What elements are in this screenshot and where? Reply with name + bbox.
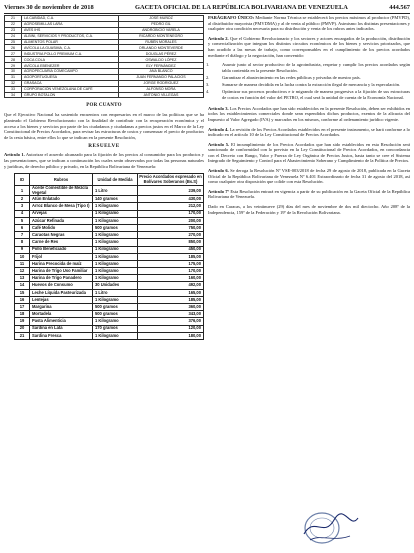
price-unit: 1 Kilogramo xyxy=(93,203,138,210)
price-table-header-id: ID xyxy=(15,174,30,186)
price-row xyxy=(15,275,204,282)
signatory-number: 26 xyxy=(5,45,22,51)
article-1-label: Artículo 1. xyxy=(4,152,25,158)
price-row xyxy=(15,196,204,203)
price-unit: 1 Kilogramo xyxy=(93,232,138,239)
price-row xyxy=(15,304,204,311)
price-unit: 170 gramos xyxy=(93,325,138,332)
signatory-representative: ORLANDO MONTEVERDE xyxy=(119,45,204,51)
price-product: Arvejas xyxy=(30,210,93,217)
resuelve-heading: RESUELVE xyxy=(88,143,120,150)
signatory-company: INDUSTRIA POLLO PREMIUM C.A. xyxy=(22,51,119,57)
price-unit: 1 Kilogramo xyxy=(93,239,138,246)
item-text: Asumir junto al sector productivo de la agroindustria, respetar y cumplir los precios acordados según tabla contenida en la presente Resolución. xyxy=(222,62,410,73)
price-id: 4 xyxy=(15,210,30,217)
price-id: 13 xyxy=(15,275,30,282)
signatory-representative: ANTONIO VILLEGAS xyxy=(119,92,204,98)
price-table xyxy=(14,173,204,340)
signatory-number: 30 xyxy=(5,69,22,75)
article-3-text: Los Precios Acordados que han sido establecidos en la presente Resolución, deben ser exhibidos en todos los establecimientos comerciales donde sean expendidos dichos productos, exentos de la alícuota del Impuesto al Valor Agregado (IVA) y marcados en los mismos, conforme al ordenamiento jurídico vigente. xyxy=(208,105,410,122)
price-row xyxy=(15,311,204,318)
price-row xyxy=(15,232,204,239)
price-table-header-unit: Unidad de Medida xyxy=(93,174,138,186)
price-id: 3 xyxy=(15,203,30,210)
price-value: 343,00 xyxy=(138,311,204,318)
signatory-representative: RICARDO MONTENEGRO xyxy=(119,33,204,39)
signatory-company: ALIMENTOS POLAR xyxy=(22,39,119,45)
price-unit: 1 Kilogramo xyxy=(93,318,138,325)
article-6-label: Artículo 6. xyxy=(208,168,229,174)
article-6-text: Se deroga la Resolución Nº VSE-003/2018 de fecha 29 de agosto de 2018, publicada en la Gaceta Oficial de la República Bolivariana de Venezuela Nº 6.401 Extraordinario de fecha 31 de agosto del 2018, así como cualquier otra disposición que colide con esta Resolución. xyxy=(208,168,411,185)
price-value: 850,00 xyxy=(138,239,204,246)
price-id: 7 xyxy=(15,232,30,239)
price-unit: 1 Litro xyxy=(93,289,138,296)
price-product: Arroz Blanco de Mesa (Tipo I) xyxy=(30,203,93,210)
price-value: 270,00 xyxy=(138,232,204,239)
signatory-company: CORPORACIÓN VENEZOLANA DE CAFÉ xyxy=(22,86,119,92)
price-product: Mortadela xyxy=(30,311,93,318)
price-row xyxy=(15,268,204,275)
price-row xyxy=(15,239,204,246)
price-id: 1 xyxy=(15,186,30,196)
price-product: Margarina xyxy=(30,304,93,311)
price-product: Café Molido xyxy=(30,224,93,231)
signatory-number: 21 xyxy=(5,16,22,22)
price-id: 20 xyxy=(15,325,30,332)
article-4-label: Artículo 4. xyxy=(208,126,229,132)
article-5 xyxy=(208,142,410,164)
signatory-number: 27 xyxy=(5,51,22,57)
signatory-representative: OSWALDO LÓPEZ xyxy=(119,57,204,63)
price-id: 18 xyxy=(15,311,30,318)
price-value: 212,00 xyxy=(138,203,204,210)
signatory-number: 32 xyxy=(5,80,22,86)
price-unit: 1 Kilogramo xyxy=(93,260,138,267)
price-unit: 1 Kilogramo xyxy=(93,253,138,260)
price-value: 750,00 xyxy=(138,224,204,231)
signatory-row xyxy=(5,92,204,98)
price-row xyxy=(15,318,204,325)
article-5-label: Artículo 5. xyxy=(208,141,230,147)
signatory-representative: ALFONSO MORA xyxy=(119,86,204,92)
price-unit: 1 Kilogramo xyxy=(93,210,138,217)
signatory-number: 25 xyxy=(5,39,22,45)
price-value: 175,00 xyxy=(138,260,204,267)
price-id: 21 xyxy=(15,332,30,339)
price-unit: 1 Litro xyxy=(93,186,138,196)
price-value: 360,00 xyxy=(138,304,204,311)
price-value: 165,00 xyxy=(138,289,204,296)
price-id: 10 xyxy=(15,253,30,260)
left-column xyxy=(4,15,204,340)
price-unit: 1 Kilogramo xyxy=(93,275,138,282)
price-row xyxy=(15,186,204,196)
header-page-number: 444.567 xyxy=(389,4,410,11)
signatory-company: AVÍCOLA EBENEZER xyxy=(22,63,119,69)
article-4-text: La revisión de los Precios Acordados establecidos en el presente instrumento, se hará conforme a lo indicado en el artículo 10 de la Ley Constitucional de Precios Acordados. xyxy=(208,126,411,138)
price-product: Harina de Trigo Panadero xyxy=(30,275,93,282)
price-value: 492,00 xyxy=(138,282,204,289)
price-row xyxy=(15,289,204,296)
price-value: 120,00 xyxy=(138,325,204,332)
price-product: Azúcar Refinada xyxy=(30,217,93,224)
price-row xyxy=(15,260,204,267)
price-row xyxy=(15,246,204,253)
price-row xyxy=(15,203,204,210)
price-row xyxy=(15,224,204,231)
price-id: 5 xyxy=(15,217,30,224)
article-1 xyxy=(4,152,204,169)
article-2-item xyxy=(208,82,410,88)
price-row xyxy=(15,217,204,224)
signatory-representative: JOSÉ MUÑOZ xyxy=(119,16,204,22)
price-row xyxy=(15,282,204,289)
paragrafo-unico-label: PARÁGRAFO ÚNICO: xyxy=(208,15,255,20)
price-id: 15 xyxy=(15,289,30,296)
signatory-company: AGROPECUARIA COMECAMPO xyxy=(22,69,119,75)
item-text: Optimizar sus procesos productivos e ir migrando de manera progresiva a la fijación de sus estructuras de costos en función del valor del PETRO, el cual será la unidad de cuenta de la Economía Nacional. xyxy=(222,89,410,100)
price-product: Pollo Beneficiado xyxy=(30,246,93,253)
por-cuanto-heading: POR CUANTO xyxy=(86,103,122,109)
price-table-header-rubros: Rubros xyxy=(30,174,93,186)
price-value: 430,00 xyxy=(138,196,204,203)
header-title: GACETA OFICIAL DE LA REPÚBLICA BOLIVARIANA DE VENEZUELA xyxy=(134,4,348,11)
price-value: 450,00 xyxy=(138,246,204,253)
signatory-representative: ANDROBICIO VARELA xyxy=(119,27,204,33)
signatory-number: 23 xyxy=(5,27,22,33)
signatory-representative: ELY FERNÁNDEZ xyxy=(119,63,204,69)
price-row xyxy=(15,253,204,260)
price-unit: 500 gramos xyxy=(93,304,138,311)
price-product: Lentejas xyxy=(30,296,93,303)
price-value: 185,00 xyxy=(138,253,204,260)
price-value: 180,00 xyxy=(138,332,204,339)
item-text: Sumarse de manera decidida en la lucha contra la extracción ilegal de mercancía y la especulación. xyxy=(222,81,401,87)
price-id: 16 xyxy=(15,296,30,303)
price-id: 17 xyxy=(15,304,30,311)
article-4 xyxy=(208,127,410,138)
signatory-number: 31 xyxy=(5,74,22,80)
price-unit: 1 Kilogramo xyxy=(93,332,138,339)
price-value: 160,00 xyxy=(138,275,204,282)
signatory-company: ALBINI, SERVICIOS Y PRODUCTOS, C.A. xyxy=(22,33,119,39)
article-2-item xyxy=(208,89,410,100)
signatories-table xyxy=(4,15,204,98)
por-cuanto-text: Que el Ejecutivo Nacional ha sostenido encuentros con empresarios en el marco de las políticas que se ha planteado el Gobierno Revolucionario con la finalidad de contribuir con la recuperación económica y el acceso a los bienes y servicios por parte de los ciudadanos y ciudadanas a precios justos en el Marco de la Ley Constitucional de Precios Acordados, para revisar las estructuras de costos y consensuar el precio de productos de la cesta básica, entre ellos lo que se indican en la presente Resolución, xyxy=(4,112,204,140)
closing-text: Dado en Caracas, a los veintinueve (29) días del mes de noviembre de dos mil dieciocho. Año 208º de la Independencia, 159º de la Federación y 19º de la Revolución Bolivariana. xyxy=(208,204,410,215)
article-3-label: Artículo 3. xyxy=(208,105,229,111)
price-value: 170,00 xyxy=(138,268,204,275)
price-value: 376,00 xyxy=(138,318,204,325)
price-unit: 140 gramos xyxy=(93,196,138,203)
signatory-company: AVÍCOLA LA GUASIMA, C.A. xyxy=(22,45,119,51)
signatory-number: 34 xyxy=(5,92,22,98)
signatory-representative: JORGE RODRÍGUEZ xyxy=(119,80,204,86)
signatory-representative: ANA BLANCO xyxy=(119,69,204,75)
signatory-number: 22 xyxy=(5,21,22,27)
signatory-company: LA CABIDAD, C.A. xyxy=(22,16,119,22)
price-row xyxy=(15,296,204,303)
price-id: 8 xyxy=(15,239,30,246)
signatory-company: GRASACA xyxy=(22,80,119,86)
price-product: Huevos de Consumo xyxy=(30,282,93,289)
price-value: 185,00 xyxy=(138,296,204,303)
paragrafo-unico xyxy=(208,15,410,32)
price-unit: 1 Kilogramo xyxy=(93,246,138,253)
article-7-text: Esta Resolución entrará en vigencia a partir de su publicación en la Gaceta Oficial de la República Bolivariana de Venezuela. xyxy=(208,188,411,200)
article-2 xyxy=(208,36,410,58)
item-text: Garantizar el abastecimiento en las redes públicas y privadas de nuestro país. xyxy=(222,74,361,80)
price-unit: 1 Kilogramo xyxy=(93,296,138,303)
right-column xyxy=(208,15,410,215)
article-7-label: Artículo 7º xyxy=(208,188,230,194)
item-number: 2. xyxy=(206,74,210,80)
price-unit: 500 gramos xyxy=(93,224,138,231)
signatory-number: 28 xyxy=(5,57,22,63)
price-product: Frijol xyxy=(30,253,93,260)
article-1-text: Autorizar el acuerdo alcanzado para la fijación de los precios al consumidor para los productos y las presentaciones, que se indican a continuación los cuales serán observados por todas las personas naturales y jurídicas, de derecho público y privado, en la República Bolivariana de Venezuela: xyxy=(4,152,204,169)
price-id: 2 xyxy=(15,196,30,203)
signatory-company: AVES IHS xyxy=(22,27,119,33)
signatory-representative: DOUGLAS PÉREZ xyxy=(119,51,204,57)
price-value: 200,00 xyxy=(138,217,204,224)
paragrafo-unico-text: Mediante Norma Técnica se establecerá los precios máximos al productor (PMVPD), al distribuidor mayorista (PMVDMA) y al de venta al público (PMVP). Asimismo los distintas presentaciones y cualquier otra condición necesaria para su distribución y venta de los rubros antes indicados. xyxy=(208,15,411,32)
header-date: Viernes 30 de noviembre de 2018 xyxy=(4,4,94,11)
signatory-representative: JUAN FERNANDO PALACIOS xyxy=(119,74,204,80)
price-unit: 1 Kilogramo xyxy=(93,217,138,224)
price-value: 239,00 xyxy=(138,186,204,196)
item-number: 3. xyxy=(206,81,210,87)
signature-stamp-icon xyxy=(300,508,360,548)
price-product: Sardina Fresca xyxy=(30,332,93,339)
article-2-label: Artículo 2. xyxy=(208,35,229,41)
price-id: 12 xyxy=(15,268,30,275)
signatory-representative: RUBÉN MORALES xyxy=(119,39,204,45)
article-7 xyxy=(208,189,410,200)
gazette-header xyxy=(4,2,410,14)
price-product: Harina de Trigo Uso Familiar xyxy=(30,268,93,275)
price-id: 19 xyxy=(15,318,30,325)
signatory-company: GRUPO BOTALON xyxy=(22,92,119,98)
price-row xyxy=(15,332,204,339)
article-6 xyxy=(208,168,410,185)
item-number: 4. xyxy=(206,89,210,95)
price-id: 11 xyxy=(15,260,30,267)
article-2-text: Que el Gobierno Revolucionario y los sectores y actores encargados de la producción, distribución y comercialización que integran los distintos circuitos económicos de los bienes y servicios priorizados, que han acudido a las mesas de trabajo, como corresponsables en el cumplimiento de los precios acordados mediante el diálogo y la negociación, han convenido: xyxy=(208,35,410,58)
price-product: Aceite Comestible de Mezcla Vegetal xyxy=(30,186,93,196)
signatory-number: 29 xyxy=(5,63,22,69)
item-number: 1. xyxy=(206,62,210,68)
price-value: 170,00 xyxy=(138,210,204,217)
price-row xyxy=(15,210,204,217)
price-product: Pasta Alimenticia xyxy=(30,318,93,325)
article-3 xyxy=(208,106,410,123)
signatory-number: 33 xyxy=(5,86,22,92)
price-unit: 500 gramos xyxy=(93,311,138,318)
price-product: Leche Líquida Pasteurizada xyxy=(30,289,93,296)
signatory-number: 24 xyxy=(5,33,22,39)
price-product: Atún Enlatado xyxy=(30,196,93,203)
signatory-company: AGOPORTUGUESA xyxy=(22,74,119,80)
price-id: 14 xyxy=(15,282,30,289)
price-unit: 1 Kilogramo xyxy=(93,268,138,275)
price-table-header-price: Precio Acordados expresado en Bolívares Soberanos (Bs.S) xyxy=(138,174,204,186)
price-product: Sardina en Lata xyxy=(30,325,93,332)
article-5-text: El incumplimiento de los Precios Acordados que han sido establecidos en esta Resolución será sancionado de conformidad con lo previsto en la Ley Constitucional de Precios Acordados, en concordancia con el Decreto con Rango, Valor y Fuerza de Ley Orgánica de Precios Justos, hasta tanto se cree el Sistema Integrado de Seguimiento y Control para el Abastecimiento Soberano y Cumplimiento de la Política de Precios. xyxy=(208,141,410,164)
signatory-company: COCA COLA xyxy=(22,57,119,63)
article-2-item xyxy=(208,62,410,73)
price-row xyxy=(15,325,204,332)
signatory-company: AGROSEMILLAS LARA xyxy=(22,21,119,27)
price-id: 9 xyxy=(15,246,30,253)
article-2-item xyxy=(208,75,410,81)
price-id: 6 xyxy=(15,224,30,231)
price-product: Carne de Res xyxy=(30,239,93,246)
price-unit: 30 Unidades xyxy=(93,282,138,289)
price-product: Caraotas Negras xyxy=(30,232,93,239)
signatory-representative: PEDRO GIL xyxy=(119,21,204,27)
price-product: Harina Precocida de maíz xyxy=(30,260,93,267)
article-2-items xyxy=(208,62,410,100)
